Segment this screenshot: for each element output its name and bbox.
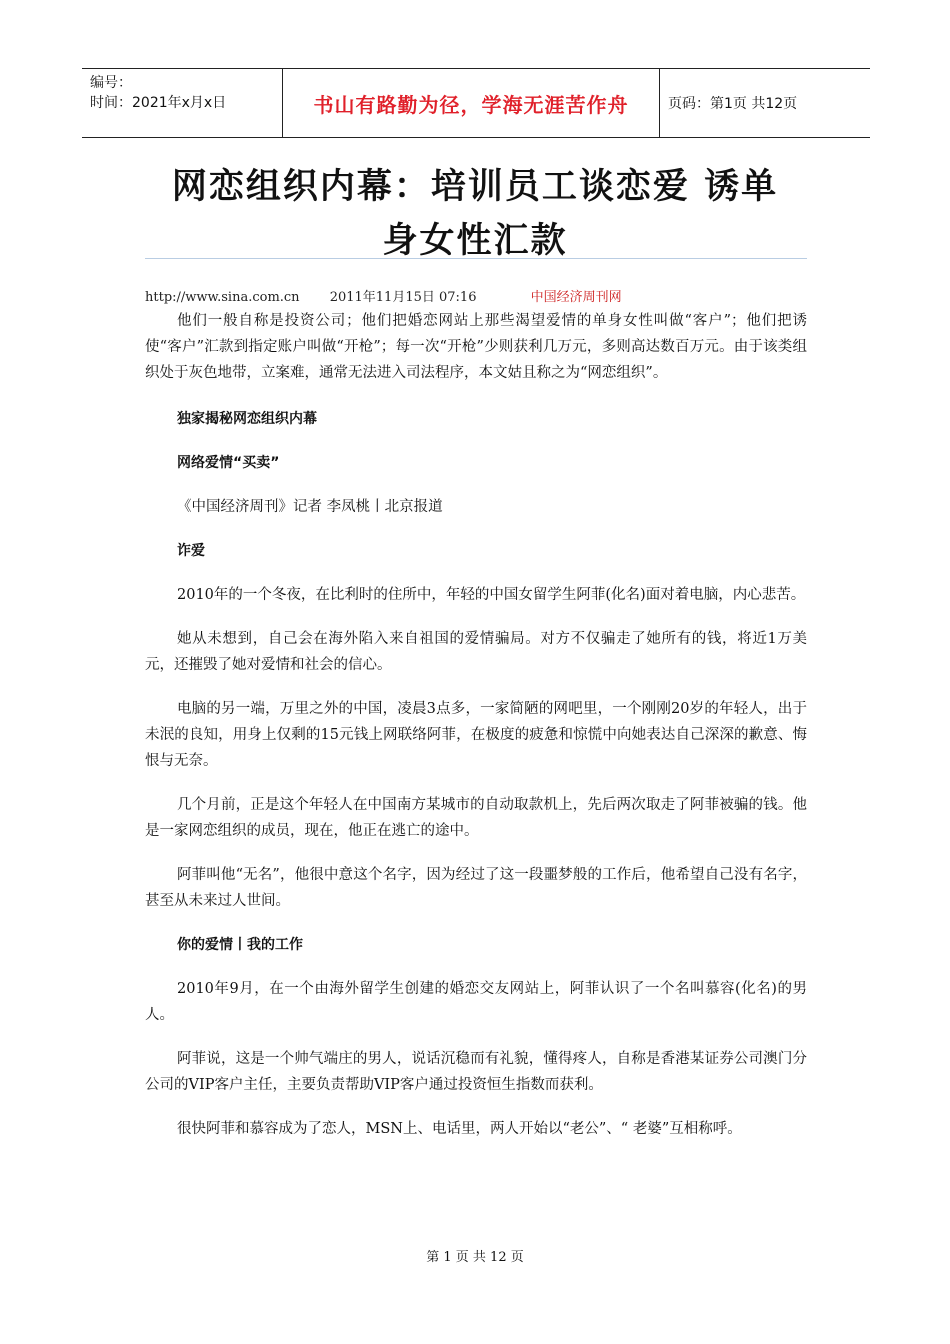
document-header xyxy=(82,68,870,138)
source-line xyxy=(145,286,622,305)
section-subheading: 网络爱情“买卖” xyxy=(177,455,280,471)
section-heading-love-work: 你的爱情丨我的工作 xyxy=(177,937,303,953)
page-footer: 第 1 页 共 12 页 xyxy=(426,1250,524,1265)
article-title xyxy=(140,160,810,268)
source-url[interactable]: http://www.sina.com.cn xyxy=(145,290,300,305)
paragraph: 很快阿菲和慕容成为了恋人，MSN上、电话里，两人开始以“老公”、“ 老婆”互相称呼。 xyxy=(177,1121,742,1137)
header-page-info: 页码：第1页 共12页 xyxy=(668,96,798,112)
publish-date: 2011年11月15日 07:16 xyxy=(329,290,477,305)
number-label: 编号： xyxy=(90,75,132,91)
publisher-link[interactable]: 中国经济周刊网 xyxy=(530,290,622,305)
paragraph: 2010年的一个冬夜，在比利时的住所中，年轻的中国女留学生阿菲(化名)面对着电脑，内心悲苦。 xyxy=(177,587,806,603)
section-heading-zhaai: 诈爱 xyxy=(177,543,205,559)
paragraph: 阿菲说，这是一个帅气端庄的男人，说话沉稳而有礼貌，懂得疼人，自称是香港某证券公司澳门分公司的VIP客户主任，主要负责帮助VIP客户通过投资恒生指数而获利。 xyxy=(145,1051,807,1093)
paragraph: 她从未想到，自己会在海外陷入来自祖国的爱情骗局。对方不仅骗走了她所有的钱，将近1万美元，还摧毁了她对爱情和社会的信心。 xyxy=(145,631,807,673)
paragraph: 几个月前，正是这个年轻人在中国南方某城市的自动取款机上，先后两次取走了阿菲被骗的钱。他是一家网恋组织的成员，现在，他正在逃亡的途中。 xyxy=(145,797,807,839)
title-line-1: 网恋组织内幕：培训员工谈恋爱 诱单 xyxy=(171,167,779,207)
section-heading: 独家揭秘网恋组织内幕 xyxy=(177,411,317,427)
paragraph: 2010年9月，在一个由海外留学生创建的婚恋交友网站上，阿菲认识了一个名叫慕容(化名)的男人。 xyxy=(145,981,807,1023)
paragraph: 电脑的另一端，万里之外的中国，凌晨3点多，一家简陋的网吧里，一个刚刚20岁的年轻人，出于未泯的良知，用身上仅剩的15元钱上网联络阿菲，在极度的疲惫和惊慌中向她表达自己深深的歉意、悔恨与无奈。 xyxy=(145,701,807,769)
time-label: 时间：2021年x月x日 xyxy=(90,95,227,111)
intro-paragraph: 他们一般自称是投资公司；他们把婚恋网站上那些渴望爱情的单身女性叫做“客户”；他们把诱使“客户”汇款到指定账户叫做“开枪”；每一次“开枪”少则获利几万元，多则高达数百万元。由于该类组织处于灰色地带，立案难，通常无法进入司法程序，本文姑且称之为“网恋组织”。 xyxy=(145,313,807,381)
paragraph: 阿菲叫他“无名”，他很中意这个名字，因为经过了这一段噩梦般的工作后，他希望自己没有名字，甚至从未来过人世间。 xyxy=(145,867,807,909)
title-divider xyxy=(145,258,807,259)
title-line-2: 身女性汇款 xyxy=(382,221,568,261)
header-motto: 书山有路勤为径，学海无涯苦作舟 xyxy=(282,69,660,137)
article-body xyxy=(145,308,807,1160)
byline: 《中国经济周刊》记者 李凤桃丨北京报道 xyxy=(177,499,443,515)
header-meta xyxy=(82,69,282,137)
